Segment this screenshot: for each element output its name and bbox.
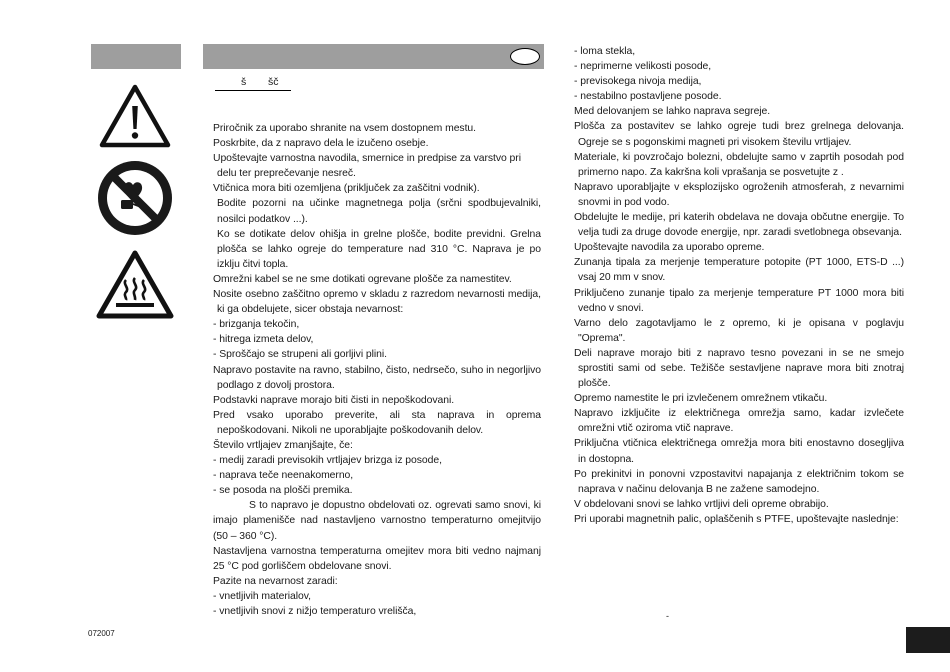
section-header-bar — [203, 44, 544, 69]
heading-char-2: šč — [268, 76, 279, 88]
text-paragraph: Pazite na nevarnost zaradi: — [213, 575, 338, 587]
text-paragraph: Upoštevajte navodila za uporabo opreme. — [574, 242, 765, 254]
text-paragraph: Po prekinitvi in ponovni vzpostavitvi napajanja z električnim tokom se naprava v načinu delovanja B ne zažene samodejno. — [574, 468, 904, 495]
text-paragraph: Bodite pozorni na učinke magnetnega polja (srčni spodbujevalniki, nosilci podatkov ...). — [217, 198, 541, 225]
text-paragraph: Materiale, ki povzročajo bolezni, obdelujte samo v zaprtih posodah pod primerno napo. Za kakršna koli vprašanja se posvetujte z . — [574, 151, 904, 178]
text-paragraph: Poskrbite, da z napravo dela le izučeno osebje. — [213, 138, 429, 150]
text-paragraph: V obdelovani snovi se lahko vrtljivi deli opreme obrabijo. — [574, 498, 829, 510]
text-paragraph: Omrežni kabel se ne sme dotikati ogrevane plošče za namestitev. — [213, 273, 512, 285]
text-paragraph: Varno delo zagotavljamo le z opremo, ki je opisana v poglavju "Oprema". — [574, 317, 904, 344]
text-paragraph: Deli naprave morajo biti z napravo tesno povezani in se ne smejo sprostiti sami od sebe. Težišče sestavljene naprave mora biti znotraj plošče. — [574, 347, 904, 390]
text-paragraph: Priročnik za uporabo shranite na vsem dostopnem mestu. — [213, 123, 476, 134]
text-paragraph: Vtičnica mora biti ozemljena (priključek za zaščitni vodnik). — [213, 183, 480, 195]
text-paragraph: Napravo postavite na ravno, stabilno, čisto, nedrsečo, suho in negorljivo podlago z dovolj prostora. — [213, 364, 541, 391]
heading-char-1: š — [241, 76, 247, 88]
text-paragraph: Priključna vtičnica električnega omrežja mora biti enostavno dosegljiva in dostopna. — [574, 438, 904, 465]
safety-text-right — [574, 44, 904, 527]
list-item: - nestabilno postavljene posode. — [574, 91, 722, 103]
warning-triangle-icon — [99, 84, 171, 148]
text-paragraph: Priključeno zunanje tipalo za merjenje temperature PT 1000 mora biti vedno v snovi. — [574, 287, 904, 314]
page-corner-tab — [906, 627, 950, 653]
text-paragraph: Število vrtljajev zmanjšajte, če: — [213, 439, 353, 451]
list-item: - vnetljivih snovi z nižjo temperaturo vrelišča, — [213, 606, 417, 617]
text-paragraph: Napravo uporabljajte v eksplozijsko ogroženih atmosferah, z nevarnimi snovmi in pod vodo. — [574, 181, 904, 208]
page-number-dash: - — [666, 611, 669, 621]
list-item: - previsokega nivoja medija, — [574, 76, 702, 88]
text-paragraph: Nastavljena varnostna temperaturna omejitev mora biti vedno najmanj 25 °C pod gorliščem obdelovane snovi. — [213, 545, 541, 572]
list-item: - medij zaradi previsokih vrtljajev brizga iz posode, — [213, 455, 442, 467]
list-item: - hitrega izmeta delov, — [213, 334, 314, 346]
safety-text-left — [213, 121, 541, 619]
text-paragraph: Ko se dotikate delov ohišja in grelne plošče, bodite previdni. Grelna plošča se lahko ogreje do temperature nad 310 °C. Naprava je po izklju čitvi topla. — [217, 228, 541, 270]
text-paragraph: Podstavki naprave morajo biti čisti in nepoškodovani. — [213, 394, 455, 406]
text-paragraph: Med delovanjem se lahko naprava segreje. — [574, 106, 771, 118]
list-item: - neprimerne velikosti posode, — [574, 61, 712, 73]
header-oval-marker — [510, 48, 540, 65]
list-item: - brizganja tekočin, — [213, 319, 300, 331]
list-item: - loma stekla, — [574, 46, 636, 57]
text-paragraph: Plošča za postavitev se lahko ogreje tudi brez grelnega delovanja. Ogreje se s pogonskimi magneti pri visokem številu vrtljajev. — [574, 121, 904, 148]
text-paragraph: Napravo izključite iz električnega omrežja samo, kadar izvlečete omrežni vtič oziroma vtič naprave. — [574, 408, 904, 435]
side-header-bar — [91, 44, 181, 69]
text-paragraph: Pred vsako uporabo preverite, ali sta naprava in oprema nepoškodovani. Nikoli ne uporabljajte poškodovanih delov. — [213, 409, 541, 436]
document-code: 072007 — [88, 629, 115, 638]
list-item: - vnetljivih materialov, — [213, 590, 311, 602]
text-paragraph: S to napravo je dopustno obdelovati oz. ogrevati samo snovi, ki imajo plamenišče nad nastavljeno varnostno temperaturno omejitvijo (50 – 360 °C). — [213, 500, 541, 542]
text-paragraph: Opremo namestite le pri izvlečenem omrežnem vtikaču. — [574, 393, 828, 405]
list-item: - se posoda na plošči premika. — [213, 485, 353, 497]
no-pacemaker-icon — [97, 160, 173, 236]
text-paragraph: Pri uporabi magnetnih palic, oplaščenih s PTFE, upoštevajte naslednje: — [574, 513, 899, 525]
section-heading — [215, 76, 291, 91]
list-item: - Sproščajo se strupeni ali gorljivi plini. — [213, 349, 387, 361]
list-item: - naprava teče neenakomerno, — [213, 470, 354, 482]
hot-surface-icon — [96, 250, 174, 320]
text-paragraph: Upoštevajte varnostna navodila, smernice in predpise za varstvo pri delu ter preprečevanje nesreč. — [213, 153, 521, 180]
text-paragraph: Obdelujte le medije, pri katerih obdelava ne dovaja občutne energije. To velja tudi za druge dovode energije, npr. zaradi svetlobnega obsevanja. — [574, 212, 904, 239]
text-paragraph: Zunanja tipala za merjenje temperature potopite (PT 1000, ETS-D ...) vsaj 20 mm v snov. — [574, 257, 904, 284]
text-paragraph: Nosite osebno zaščitno opremo v skladu z razredom nevarnosti medija, ki ga obdelujete, sicer obstaja nevarnost: — [213, 289, 541, 316]
